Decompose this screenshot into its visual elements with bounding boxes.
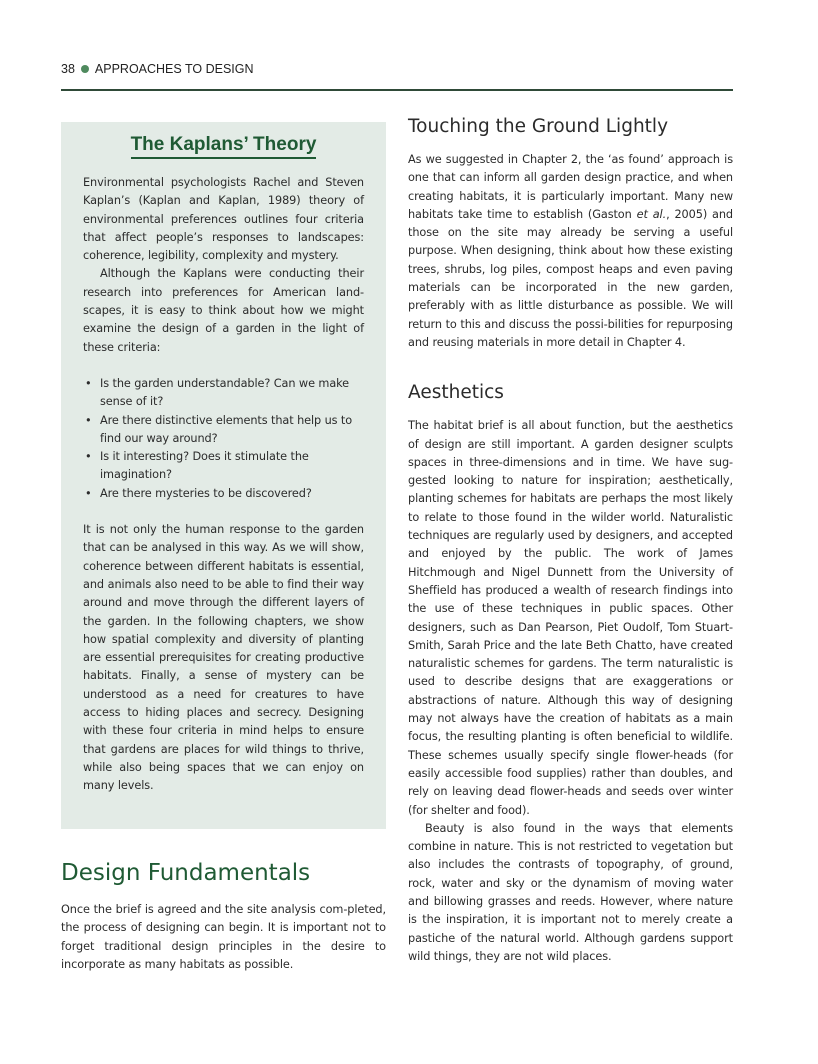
list-item-text: Are there distinctive elements that help us to find our way around? (100, 413, 353, 445)
list-item (83, 412, 364, 449)
box-title (83, 134, 364, 156)
bullet-dot-icon (81, 65, 89, 73)
bullet-icon: • (85, 486, 92, 500)
running-head (61, 62, 733, 76)
list-item-text: Are there mysteries to be discovered? (100, 486, 312, 500)
design-fundamentals-paragraph: Once the brief is agreed and the site analysis com-pleted, the process of designing can begin. It is important not to forget traditional design principles in the desire to incorporate as many habitats as possible. (61, 903, 386, 971)
bullet-icon: • (85, 450, 92, 464)
aesthetics-paragraph-2: Beauty is also found in the ways that elements combine in nature. This is not restricted to vegetation but also includes the contrasts of topography, of ground, rock, water and sky or the dynamism of moving water and billowing grasses and reeds. However, where nature is the inspiration, it is important not to merely create a pastiche of the natural world. Although gardens support wild things, they are not wild places. (408, 821, 733, 963)
touching-paragraph (408, 151, 733, 352)
box-title-text: The Kaplans’ Theory (131, 134, 317, 159)
touching-text-b: , 2005) and those on the site may already be serving a useful purpose. When designing, think about how these existing trees, shrubs, log piles, compost heaps and even paving materials can be incorporated in the new garden, preferably with as little disturbance as possible. We will return to this and discuss the possi-bilities for repurposing and reusing materials in more detail in Chapter 4. (408, 207, 733, 349)
bullet-icon: • (85, 376, 92, 390)
touching-text-a: As we suggested in Chapter 2, the ‘as found’ approach is one that can inform all garden design practice, and when creating habitats, it is particularly important. Many new habitats take time to establish (Gaston (408, 153, 733, 221)
list-item-text: Is the garden understandable? Can we make sense of it? (100, 376, 350, 409)
bullet-icon: • (85, 413, 92, 427)
list-item (83, 375, 364, 412)
design-fundamentals-heading: Design Fundamentals (61, 860, 311, 886)
touching-heading: Touching the Ground Lightly (408, 116, 669, 137)
right-column (408, 116, 733, 966)
criteria-list (83, 375, 364, 503)
box-paragraph-3: It is not only the human response to the garden that can be analysed in this way. As we will show, coherence between different habitats is essential, and animals also need to be able to find their way around and move through the different layers of the garden. In the following chapters, we show how spatial complexity and diversity of planting are essential prerequisites for creating productive habitats. Finally, a sense of mystery can be understood as a need for creatures to have access to hiding places and secrecy. Designing with these four criteria in mind helps to ensure that gardens are places for wild things to thrive, while also being spaces that we can enjoy on many levels. (83, 523, 364, 793)
box-paragraph-2: Although the Kaplans were conducting their research into preferences for American land-scapes, it is easy to think about how we might examine the design of a garden in the light of these criteria: (83, 267, 364, 354)
kaplans-theory-box (61, 122, 386, 829)
header-rule (61, 89, 733, 91)
list-item (83, 485, 364, 503)
box-paragraph-1: Environmental psychologists Rachel and Steven Kaplan’s (Kaplan and Kaplan, 1989) theory of environmental preferences outlines four criteria that affect people’s responses to landscapes: coherence, legibility, complexity and mystery. (83, 176, 364, 263)
aesthetics-heading: Aesthetics (408, 382, 504, 404)
citation-et-al: et al. (636, 207, 667, 221)
section-title: APPROACHES TO DESIGN (94, 62, 254, 76)
page-number: 38 (61, 62, 75, 76)
aesthetics-paragraph-1: The habitat brief is all about function, but the aesthetics of design are still important. A garden designer sculpts spaces in three-dimensions and in time. We have sug-gested looking to nature for inspiration; aesthetically, planting schemes for habitats are perhaps the most likely to relate to those found in the wilder world. Naturalistic techniques are regularly used by designers, and accepted and enjoyed by the public. The work of James Hitchmough and Nigel Dunnett from the University of Sheffield has produced a wealth of research findings into the use of these techniques in public spaces. Other designers, such as Dan Pearson, Piet Oudolf, Tom Stuart-Smith, Sarah Price and the late Beth Chatto, have created naturalistic schemes for gardens. The term naturalistic is used to describe designs that are exaggerations or abstractions of nature. Although this way of designing may not always have the creation of habitats as a main focus, the resulting planting is often beneficial to wildlife. These schemes usually specify single flower-heads (for easily accessible food supplies) rather than doubles, and rely on leaving dead flower-heads and seeds over winter (for shelter and food). (408, 419, 733, 817)
list-item (83, 448, 364, 485)
list-item-text: Is it interesting? Does it stimulate the imagination? (100, 450, 309, 482)
design-fundamentals-section (61, 860, 386, 974)
